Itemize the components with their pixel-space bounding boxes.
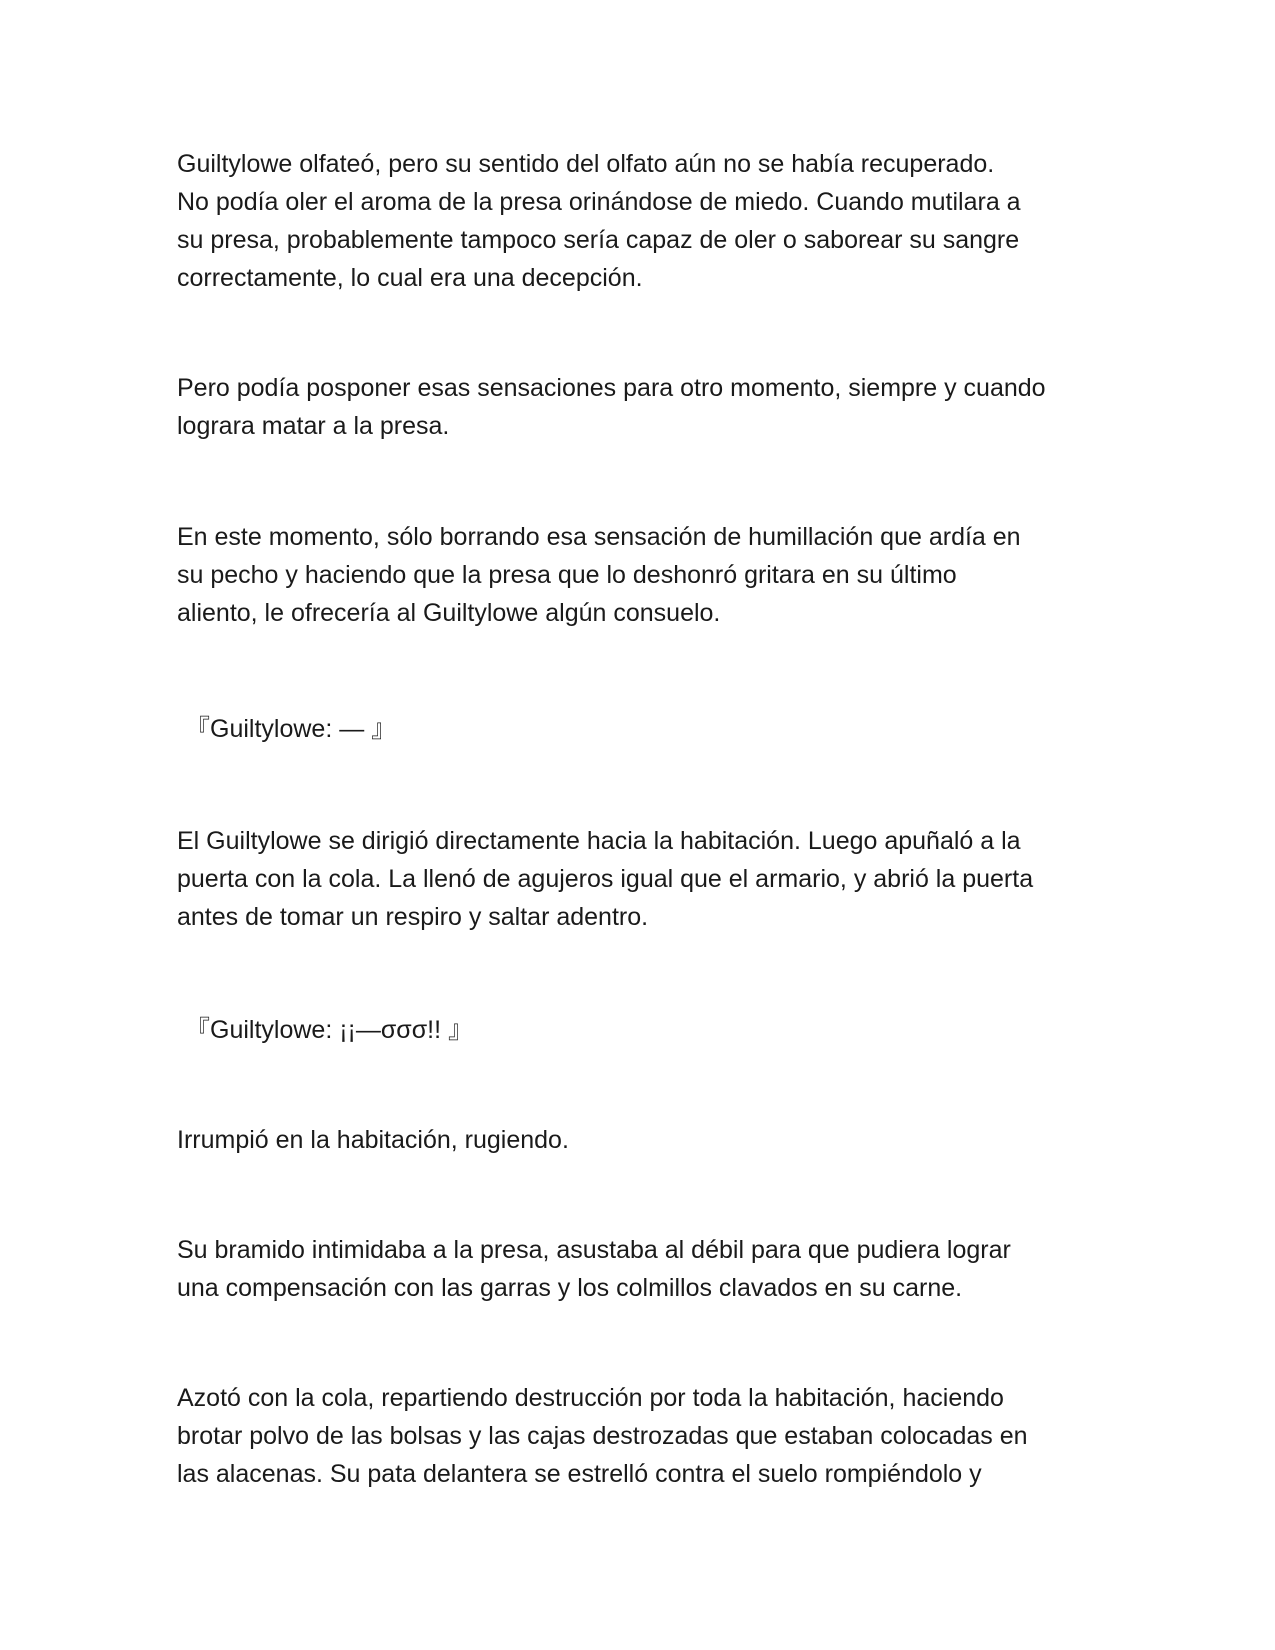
paragraph-5 xyxy=(177,1121,1117,1159)
paragraph-3 xyxy=(177,518,1117,632)
dialogue-line-2 xyxy=(185,1011,1125,1049)
text-line: En este momento, sólo borrando esa sensación de humillación que ardía en xyxy=(177,523,1021,551)
text-line: una compensación con las garras y los colmillos clavados en su carne. xyxy=(177,1274,963,1302)
text-line: El Guiltylowe se dirigió directamente hacia la habitación. Luego apuñaló a la xyxy=(177,827,1021,855)
text-line: Irrumpió en la habitación, rugiendo. xyxy=(177,1126,569,1154)
text-line: Su bramido intimidaba a la presa, asustaba al débil para que pudiera lograr xyxy=(177,1236,1011,1264)
text-line: su presa, probablemente tampoco sería capaz de oler o saborear su sangre xyxy=(177,226,1020,254)
text-line: su pecho y haciendo que la presa que lo deshonró gritara en su último xyxy=(177,561,957,589)
text-line: aliento, le ofrecería al Guiltylowe algún consuelo. xyxy=(177,599,721,627)
paragraph-1 xyxy=(177,145,1117,297)
text-line: correctamente, lo cual era una decepción. xyxy=(177,264,643,292)
text-line: lograra matar a la presa. xyxy=(177,412,450,440)
text-line: brotar polvo de las bolsas y las cajas destrozadas que estaban colocadas en xyxy=(177,1422,1028,1450)
text-line: las alacenas. Su pata delantera se estrelló contra el suelo rompiéndolo y xyxy=(177,1460,982,1488)
text-line: 『Guiltylowe: — 』 xyxy=(185,715,397,743)
paragraph-6 xyxy=(177,1231,1117,1307)
text-line: puerta con la cola. La llenó de agujeros igual que el armario, y abrió la puerta xyxy=(177,865,1034,893)
text-line: 『Guiltylowe: ¡¡—σσσ!! 』 xyxy=(185,1016,473,1044)
text-line: Pero podía posponer esas sensaciones para otro momento, siempre y cuando xyxy=(177,374,1046,402)
text-line: No podía oler el aroma de la presa orinándose de miedo. Cuando mutilara a xyxy=(177,188,1021,216)
text-line: antes de tomar un respiro y saltar adentro. xyxy=(177,903,649,931)
text-line: Guiltylowe olfateó, pero su sentido del olfato aún no se había recuperado. xyxy=(177,150,995,178)
text-line: Azotó con la cola, repartiendo destrucción por toda la habitación, haciendo xyxy=(177,1384,1004,1412)
paragraph-7 xyxy=(177,1379,1117,1493)
paragraph-4 xyxy=(177,822,1117,936)
dialogue-line-1 xyxy=(185,710,1125,748)
paragraph-2 xyxy=(177,369,1117,445)
